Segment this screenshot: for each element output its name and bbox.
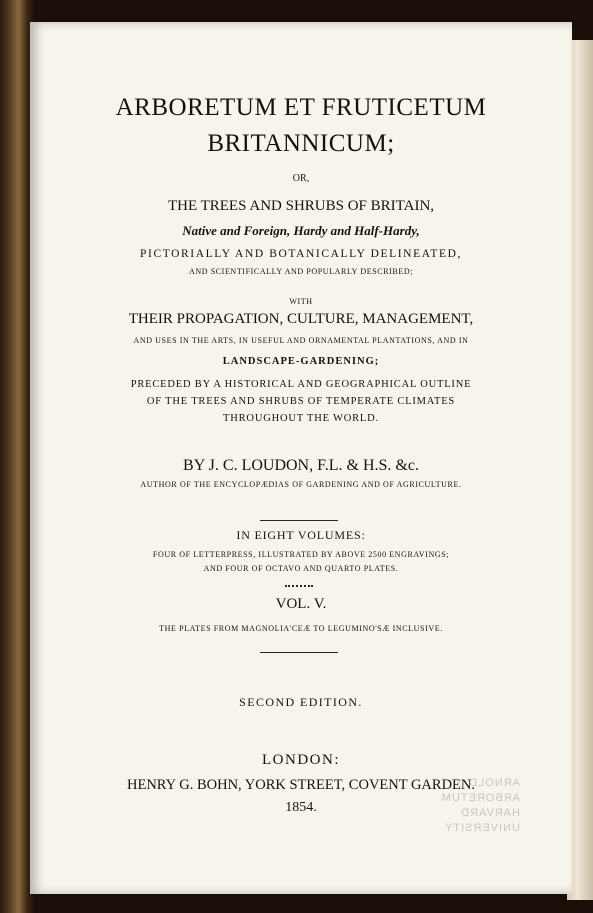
stamp-line: UNIVERSITY bbox=[443, 822, 520, 834]
or-text: OR, bbox=[292, 173, 310, 184]
throughout-line: THROUGHOUT THE WORLD. bbox=[223, 413, 379, 424]
stamp-line: ARBORETUM bbox=[440, 792, 520, 804]
plates-line: THE PLATES FROM MAGNOLIA'CEÆ TO LEGUMINO'SÆ INCLUSIVE. bbox=[159, 624, 443, 633]
pictorially-line: PICTORIALLY AND BOTANICALLY DELINEATED, bbox=[140, 248, 462, 260]
stamp-line: HARVARD bbox=[460, 807, 520, 819]
volume-number: VOL. V. bbox=[275, 596, 327, 612]
subtitle: THE TREES AND SHRUBS OF BRITAIN, bbox=[167, 198, 435, 214]
preceded-line: PRECEDED BY A HISTORICAL AND GEOGRAPHICAL OUTLINE bbox=[130, 379, 472, 390]
author-line: BY J. C. LOUDON, F.L. & H.S. &c. bbox=[183, 457, 419, 474]
propagation-line: THEIR PROPAGATION, CULTURE, MANAGEMENT, bbox=[128, 311, 474, 327]
octavo-line: AND FOUR OF OCTAVO AND QUARTO PLATES. bbox=[203, 564, 399, 573]
of-trees-line: OF THE TREES AND SHRUBS OF TEMPERATE CLIMATES bbox=[146, 396, 456, 407]
letterpress-line: FOUR OF LETTERPRESS, ILLUSTRATED BY ABOVE 2500 ENGRAVINGS; bbox=[152, 550, 450, 559]
with-text: WITH bbox=[289, 297, 313, 306]
divider-rule bbox=[260, 652, 338, 653]
scientifically-line: AND SCIENTIFICALLY AND POPULARLY DESCRIBED; bbox=[188, 267, 414, 276]
uses-line: AND USES IN THE ARTS, IN USEFUL AND ORNAMENTAL PLANTATIONS, AND IN bbox=[133, 336, 469, 345]
author-description: AUTHOR OF THE ENCYCLOPÆDIAS OF GARDENING AND OF AGRICULTURE. bbox=[140, 480, 462, 489]
volumes-line: IN EIGHT VOLUMES: bbox=[236, 528, 366, 542]
divider-rule bbox=[260, 520, 338, 521]
edition-line: SECOND EDITION. bbox=[239, 695, 363, 709]
title-line-2: BRITANNICUM; bbox=[207, 130, 395, 157]
dotted-divider bbox=[285, 585, 313, 587]
library-stamp bbox=[390, 776, 520, 836]
publisher-line: HENRY G. BOHN, YORK STREET, COVENT GARDEN. bbox=[127, 777, 475, 793]
gothic-line: Native and Foreign, Hardy and Half-Hardy, bbox=[182, 223, 420, 238]
landscape-line: LANDSCAPE-GARDENING; bbox=[222, 356, 380, 367]
london-line: LONDON: bbox=[262, 752, 340, 768]
title-line-1: ARBORETUM ET FRUTICETUM bbox=[115, 94, 487, 121]
stamp-line: ARNOLD bbox=[468, 777, 520, 789]
book-binding bbox=[0, 0, 34, 913]
year-line: 1854. bbox=[285, 800, 317, 815]
title-page bbox=[30, 22, 572, 894]
